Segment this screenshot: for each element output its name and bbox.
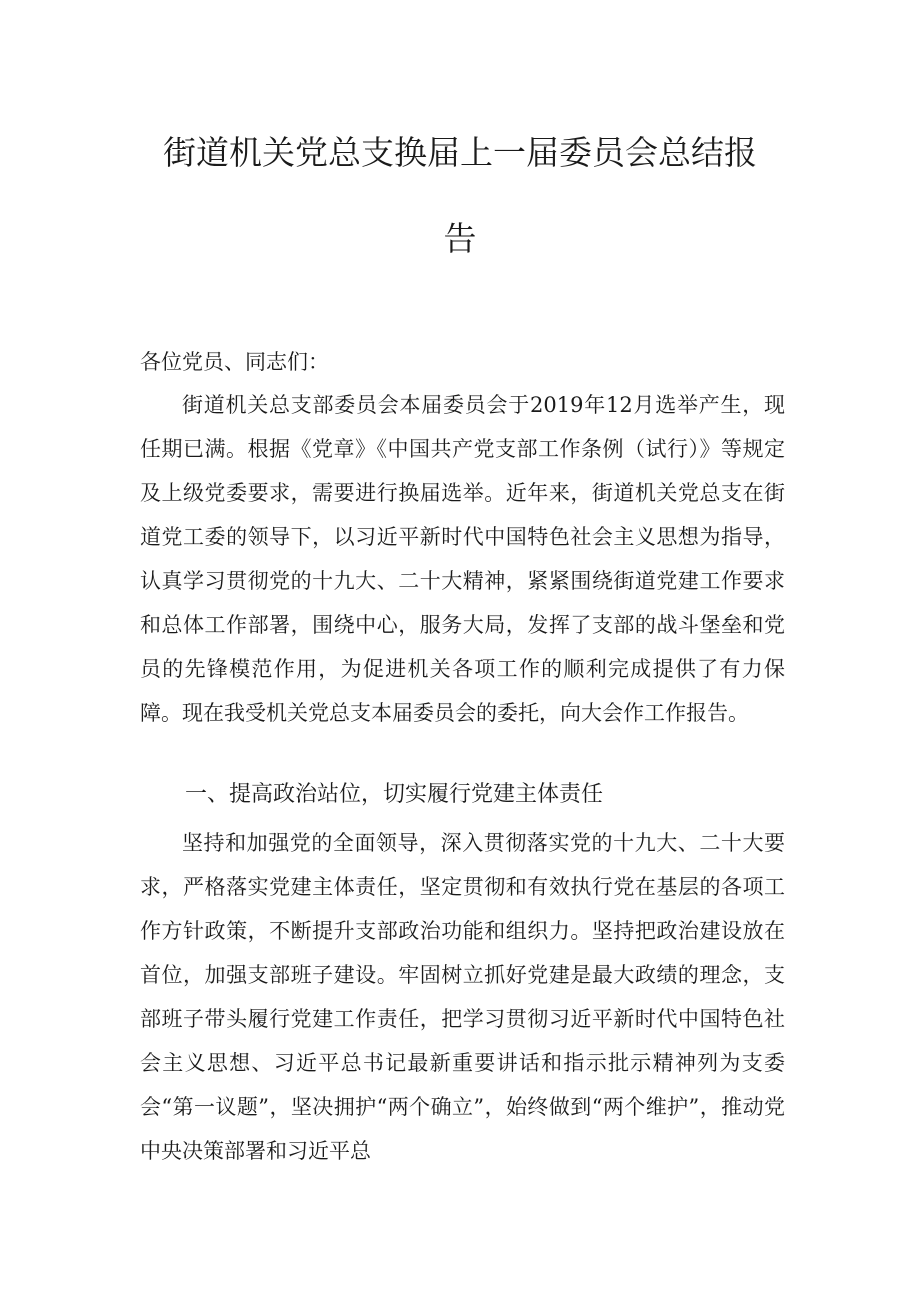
body-paragraph-2: 坚持和加强党的全面领导，深入贯彻落实党的十九大、二十大要求，严格落实党建主体责任，坚定贯彻和有效执行党在基层的各项工作方针政策，不断提升支部政治功能和组织力。坚持把政治建设放在首位，加强支部班子建设。牢固树立抓好党建是最大政绩的理念，支部班子带头履行党建工作责任，把学习贯彻习近平新时代中国特色社会主义思想、习近平总书记最新重要讲话和指示批示精神列为支委会“第一议题”，坚决拥护“两个确立”，始终做到“两个维护”，推动党中央决策部署和习近平总 [140, 831, 785, 1163]
salutation: 各位党员、同志们： [140, 350, 329, 374]
section-heading-1: 一、提高政治站位，切实履行党建主体责任 [185, 782, 604, 807]
document-title-line-1: 街道机关党总支换届上一届委员会总结报 [163, 133, 757, 172]
body-paragraph-1: 街道机关总支部委员会本届委员会于2019年12月选举产生，现任期已满。根据《党章》《中国共产党支部工作条例（试行）》等规定及上级党委要求，需要进行换届选举。近年来，街道机关党总支在街道党工委的领导下，以习近平新时代中国特色社会主义思想为指导，认真学习贯彻党的十九大、二十大精神，紧紧围绕街道党建工作要求和总体工作部署，围绕中心，服务大局，发挥了支部的战斗堡垒和党员的先锋模范作用，为促进机关各项工作的顺利完成提供了有力保障。现在我受机关党总支本届委员会的委托，向大会作工作报告。 [140, 393, 785, 725]
document-title-line-2: 告 [443, 219, 477, 258]
